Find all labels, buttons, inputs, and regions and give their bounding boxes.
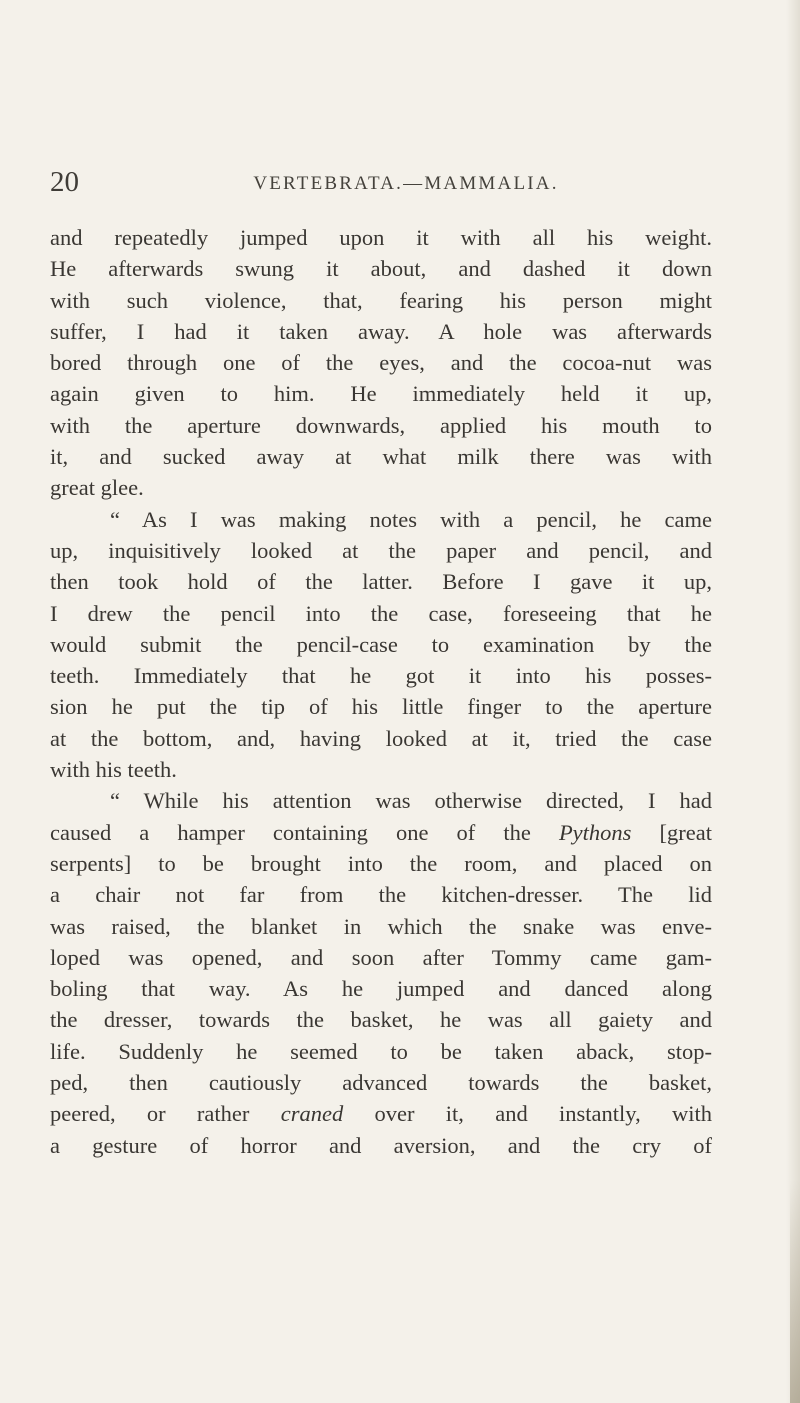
text-segment: [great bbox=[631, 819, 712, 845]
text-line: would submit the pencil-case to examination by the bbox=[50, 631, 712, 657]
running-head bbox=[50, 164, 762, 204]
text-line: great glee. bbox=[50, 475, 144, 501]
page-number: 20 bbox=[50, 166, 79, 198]
body-text bbox=[50, 222, 712, 1161]
text-line bbox=[50, 817, 712, 848]
text-segment: peered, or rather bbox=[50, 1101, 281, 1127]
text-line: ped, then cautiously advanced towards the basket, bbox=[50, 1070, 712, 1096]
text-line: and repeatedly jumped upon it with all his weight. bbox=[50, 225, 712, 250]
text-line: life. Suddenly he seemed to be taken aback, stop- bbox=[50, 1038, 712, 1064]
text-line: suffer, I had it taken away. A hole was afterwards bbox=[50, 318, 712, 344]
paragraph-2 bbox=[50, 504, 712, 786]
text-line: He afterwards swung it about, and dashed it down bbox=[50, 256, 712, 282]
text-line: with his teeth. bbox=[50, 757, 177, 783]
text-segment: caused a hamper containing one of the bbox=[50, 819, 559, 845]
text-line: loped was opened, and soon after Tommy came gam- bbox=[50, 944, 712, 970]
page-edge-stain bbox=[790, 1180, 800, 1403]
text-line: the dresser, towards the basket, he was all gaiety and bbox=[50, 1007, 712, 1033]
text-line: “ As I was making notes with a pencil, he came bbox=[110, 506, 712, 532]
text-line: a chair not far from the kitchen-dresser. The lid bbox=[50, 882, 712, 908]
text-line: again given to him. He immediately held it up, bbox=[50, 381, 712, 407]
paragraph-3 bbox=[50, 785, 712, 1161]
text-line: then took hold of the latter. Before I gave it up, bbox=[50, 569, 712, 595]
text-line: up, inquisitively looked at the paper and pencil, and bbox=[50, 537, 712, 563]
paragraph-1 bbox=[50, 222, 712, 504]
text-line: was raised, the blanket in which the snake was enve- bbox=[50, 913, 712, 939]
text-line: I drew the pencil into the case, foreseeing that he bbox=[50, 600, 712, 626]
text-line: boling that way. As he jumped and danced along bbox=[50, 976, 712, 1002]
running-head-title: VERTEBRATA.—MAMMALIA. bbox=[253, 173, 559, 194]
text-line bbox=[50, 1098, 712, 1129]
text-line: a gesture of horror and aversion, and the cry of bbox=[50, 1132, 712, 1158]
italic-term-craned: craned bbox=[280, 1101, 344, 1127]
text-line: at the bottom, and, having looked at it, tried the case bbox=[50, 725, 712, 751]
text-line: sion he put the tip of his little finger to the aperture bbox=[50, 694, 712, 720]
text-line: bored through one of the eyes, and the cocoa-nut was bbox=[50, 350, 712, 376]
text-line: teeth. Immediately that he got it into his posses- bbox=[50, 663, 712, 689]
text-line: with the aperture downwards, applied his mouth to bbox=[50, 412, 712, 438]
text-line: with such violence, that, fearing his person might bbox=[50, 287, 712, 313]
text-line: “ While his attention was otherwise directed, I had bbox=[110, 788, 712, 814]
text-line: it, and sucked away at what milk there was with bbox=[50, 444, 712, 470]
text-segment: over it, and instantly, with bbox=[343, 1101, 713, 1127]
text-line: serpents] to be brought into the room, and placed on bbox=[50, 850, 712, 876]
italic-term-pythons: Pythons bbox=[558, 819, 632, 845]
